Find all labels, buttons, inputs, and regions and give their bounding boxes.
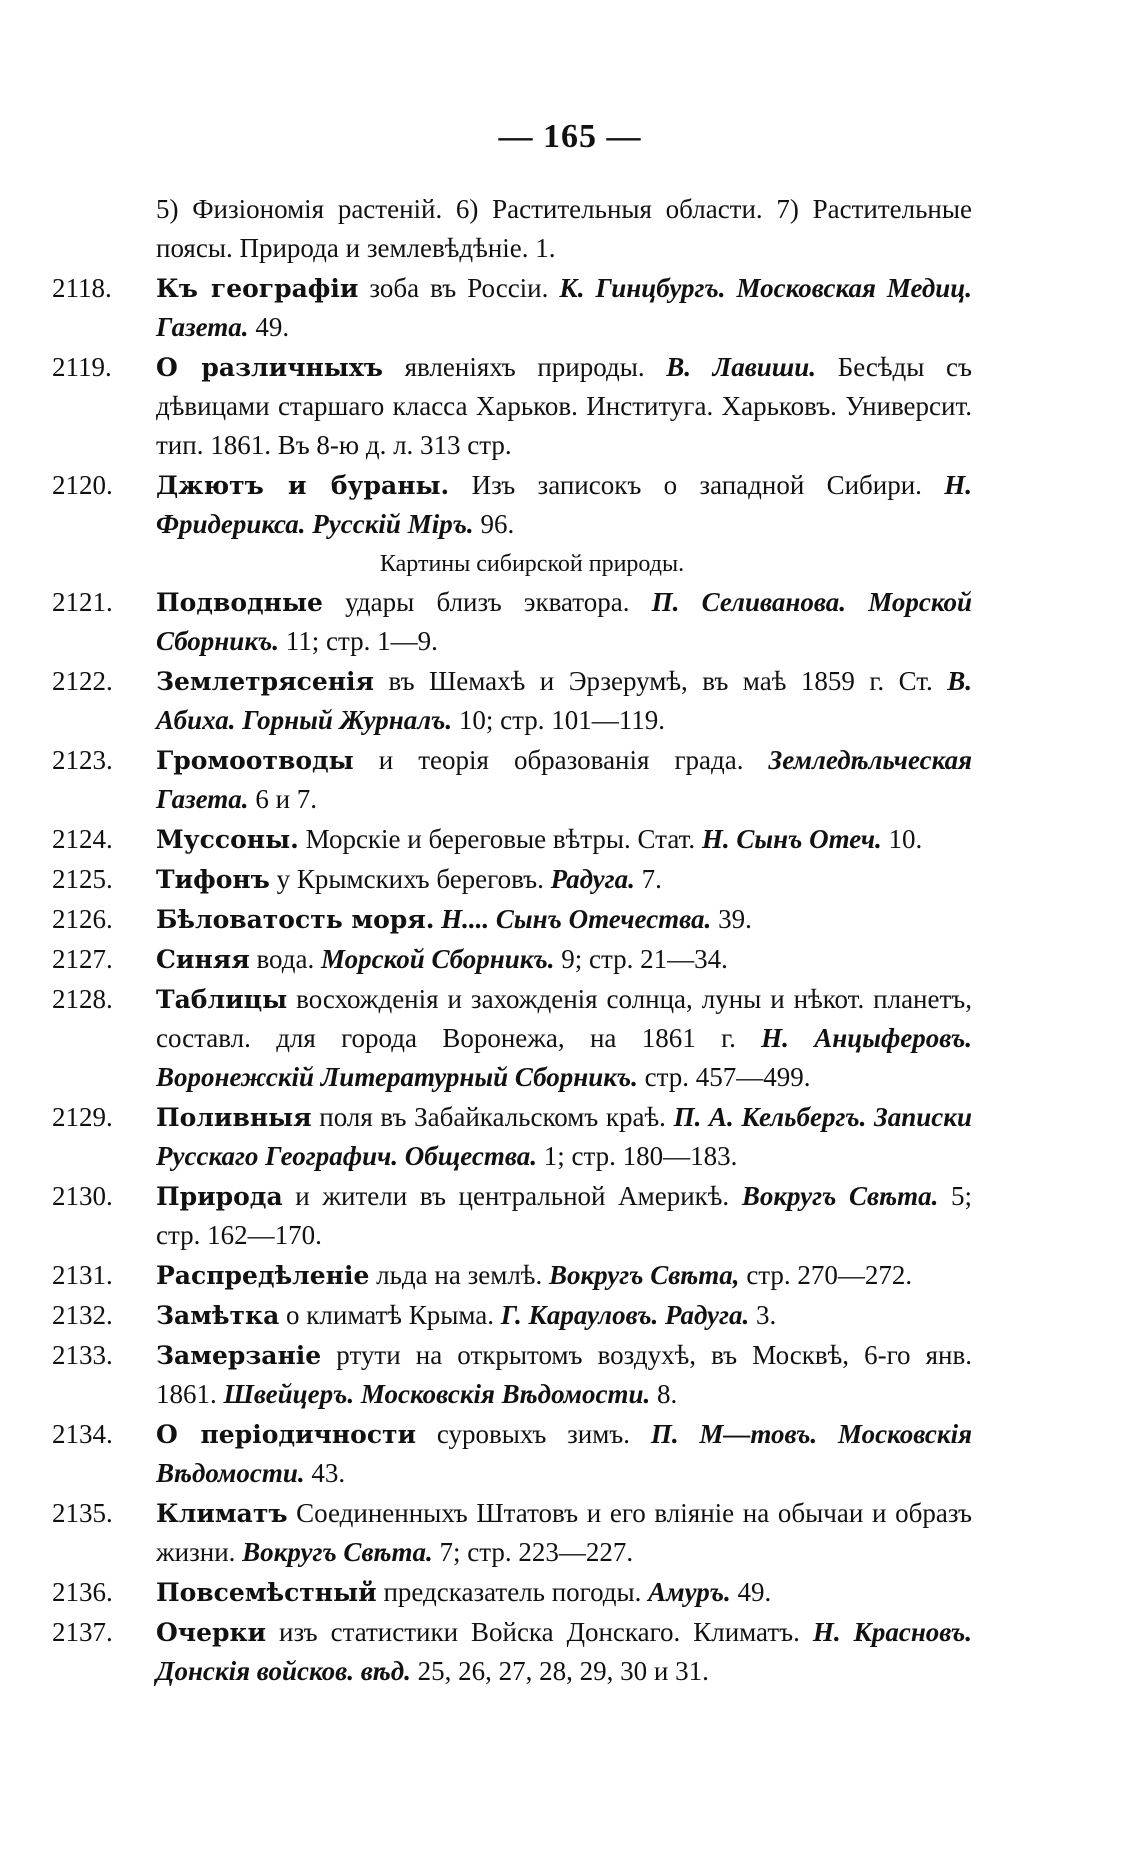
entry-number: 2131. <box>52 1260 113 1290</box>
entry-number: 2122. <box>52 666 113 696</box>
entry-tail: 3. <box>749 1300 777 1330</box>
entry-number: 2121. <box>52 587 113 617</box>
bibliography-entry <box>52 1415 972 1493</box>
entry-number: 2135. <box>52 1498 113 1528</box>
entry-text <box>156 940 972 979</box>
entry-source-italic: Н.... Сынъ Отечества. <box>441 904 712 934</box>
entry-number: 2118. <box>52 273 112 303</box>
entry-text <box>156 348 972 465</box>
entry-body: и теорiя образованiя града. <box>353 745 769 775</box>
entry-text <box>156 1336 972 1414</box>
entry-text <box>156 1494 972 1572</box>
entry-tail: 10; стр. 101—119. <box>452 705 665 735</box>
entry-body: удары близъ экватора. <box>322 587 652 617</box>
bibliography-entry <box>52 1296 972 1335</box>
entry-tail: стр. 270—272. <box>739 1260 913 1290</box>
bibliography-entry <box>52 1573 972 1612</box>
entry-body: Соединенныхъ Штатовъ и его влiянiе на обычаи и образъ жизни. <box>156 1498 972 1567</box>
entry-body: вода. <box>249 944 321 974</box>
entry-number: 2127. <box>52 944 113 974</box>
entry-body: льда на землѣ. <box>369 1260 549 1290</box>
entry-body: восхожденiя и захожденiя солнца, луны и нѣкот. планетъ, составл. для города Воронежа, на 1861 г. <box>156 984 972 1053</box>
entry-text <box>156 1613 972 1691</box>
entry-text <box>156 1415 972 1493</box>
entry-source-italic: В. Лавиши. <box>666 352 817 382</box>
entry-title-bold: Тифонъ <box>156 865 270 894</box>
entry-tail: Бесѣды съ дѣвицами старшаго класса Харьков. Институга. Харьковъ. Университ. тип. 1861. Въ 8-ю д. л. 313 стр. <box>156 352 972 460</box>
bibliography-entry <box>52 860 972 899</box>
entry-number: 2129. <box>52 1102 113 1132</box>
entry-tail: 39. <box>711 904 752 934</box>
entry-tail: 11; стр. 1—9. <box>278 626 438 656</box>
entry-source-italic: Морской Сборникъ. <box>320 944 555 974</box>
bibliography-entry <box>52 980 972 1097</box>
bibliography-entry <box>52 1177 972 1255</box>
bibliography-entry <box>52 1613 972 1691</box>
entry-text <box>156 741 972 819</box>
entry-title-bold: Очерки <box>156 1618 267 1647</box>
bibliography-entry <box>52 1098 972 1176</box>
entry-title-bold: Синяя <box>156 945 250 974</box>
entry-text <box>156 662 972 740</box>
bibliography-entry <box>52 662 972 740</box>
bibliography-entry <box>52 269 972 347</box>
entry-body: суровыхъ зимъ. <box>416 1419 651 1449</box>
entry-number: 2123. <box>52 745 113 775</box>
entry-title-bold: Замѣтка <box>156 1301 280 1330</box>
entry-source-italic: Радуга. <box>550 864 635 894</box>
bibliography-entry <box>52 1494 972 1572</box>
entry-title-bold: Таблицы <box>156 985 288 1014</box>
bibliography-entry <box>52 1256 972 1295</box>
entry-text <box>156 980 972 1097</box>
entry-body: поля въ Забайкальскомъ краѣ. <box>311 1102 674 1132</box>
entry-title-bold: Подводные <box>156 588 323 617</box>
entry-text <box>156 900 972 939</box>
entry-number: 2134. <box>52 1419 113 1449</box>
entry-tail: 7. <box>634 864 662 894</box>
entry-number: 2120. <box>52 470 113 500</box>
bibliography-entry <box>52 940 972 979</box>
bibliography-entry <box>52 900 972 939</box>
entry-tail: 10. <box>881 824 923 854</box>
bibliography-entry <box>52 1336 972 1414</box>
entry-tail: 5; стр. 162—170. <box>156 1181 972 1250</box>
continuation-entry <box>52 190 972 268</box>
entry-tail: 9; стр. 21—34. <box>554 944 728 974</box>
entry-title-bold: Джютъ и бураны. <box>156 471 450 500</box>
bibliography-entry <box>52 348 972 465</box>
page-number: — 165 — <box>498 118 642 155</box>
entry-source-italic: Н. Сынъ Отеч. <box>701 824 882 854</box>
entry-body: изъ статистики Войска Донскаго. Климатъ. <box>266 1617 813 1647</box>
entry-tail: 6 и 7. <box>248 784 318 814</box>
continuation-text: 5) Физiономiя растенiй. 6) Растительныя области. 7) Растительные поясы. Природа и землевѣдѣнiе. 1. <box>156 194 972 263</box>
entry-source-italic: Вокругъ Свѣта. <box>242 1537 433 1567</box>
entry-source-italic: П. М—товъ. Московскiя Вѣдомости. <box>156 1419 973 1488</box>
entry-title-bold: О перiодичности <box>156 1420 417 1449</box>
entry-number: 2137. <box>52 1617 113 1647</box>
entry-source-italic: Земледѣльческая Газета. <box>156 745 972 814</box>
entry-number: 2128. <box>52 984 113 1014</box>
entry-source-italic: В. Абиха. Горный Журналъ. <box>156 666 972 735</box>
entry-number: 2125. <box>52 864 113 894</box>
entry-body: ртути на открытомъ воздухѣ, въ Москвѣ, 6-го янв. 1861. <box>156 1340 972 1409</box>
entry-tail: 96. <box>473 509 515 539</box>
entry-source-italic: Швейцеръ. Московскiя Вѣдомости. <box>223 1379 651 1409</box>
entry-text <box>156 1256 972 1295</box>
entry-source-italic: Вокругъ Свѣта. <box>741 1181 939 1211</box>
entries-list <box>52 190 972 1692</box>
entry-body: предсказатель погоды. <box>376 1577 649 1607</box>
entry-text <box>156 466 972 544</box>
entry-source-italic: Н. Красновъ. Донскiя войсков. вѣд. <box>156 1617 972 1686</box>
entry-title-bold: Къ географiи <box>156 274 359 303</box>
entry-title-bold: Поливныя <box>156 1103 312 1132</box>
bibliography-entry <box>52 820 972 859</box>
entry-number: 2119. <box>52 352 112 382</box>
entry-title-bold: Громоотводы <box>156 746 354 775</box>
entry-title-bold: Природа <box>156 1182 283 1211</box>
entry-title-bold: Климатъ <box>156 1499 288 1528</box>
entry-title-bold: Распредѣленiе <box>156 1261 370 1290</box>
entry-text <box>156 269 972 347</box>
entry-number: 2132. <box>52 1300 113 1330</box>
entry-text <box>156 1573 972 1612</box>
entry-tail: 49. <box>730 1577 772 1607</box>
entry-title-bold: Муссоны. <box>156 825 299 854</box>
entry-text <box>156 1296 972 1335</box>
entry-body: въ Шемахѣ и Эрзерумѣ, въ маѣ 1859 г. Ст. <box>374 666 948 696</box>
entry-title-bold: О различныхъ <box>156 353 383 382</box>
entry-body: и жители въ центральной Америкѣ. <box>282 1181 742 1211</box>
entry-title-bold: Замерзанiе <box>156 1341 322 1370</box>
bibliography-entry <box>52 741 972 819</box>
bibliography-entry <box>52 583 972 661</box>
entry-body: у Крымскихъ береговъ. <box>269 864 551 894</box>
entry-source-italic: П. А. Кельбергъ. Записки Русскаго Географич. Общества. <box>156 1102 972 1171</box>
entry-tail: 25, 26, 27, 28, 29, 30 и 31. <box>410 1656 709 1686</box>
entry-tail: 1; стр. 180—183. <box>537 1141 738 1171</box>
entry-number: 2136. <box>52 1577 113 1607</box>
entry-number: 2133. <box>52 1340 113 1370</box>
bibliography-entry <box>52 466 972 544</box>
entry-text <box>156 583 972 661</box>
entry-body: Изъ записокъ о западной Сибири. <box>449 470 945 500</box>
entry-source-italic: К. Гинцбургъ. Московская Медиц. Газета. <box>156 273 972 342</box>
entry-subline: Картины сибирской природы. <box>379 551 685 577</box>
entry-tail: стр. 457—499. <box>637 1062 811 1092</box>
entry-tail: 49. <box>248 312 290 342</box>
entry-body: явленiяхъ природы. <box>382 352 667 382</box>
entry-source-italic: Н. Анцыферовъ. Воронежскiй Литературный Сборникъ. <box>156 1023 972 1092</box>
entry-source-italic: Г. Карауловъ. Радуга. <box>500 1300 750 1330</box>
entry-title-bold: Повсемѣстный <box>156 1578 377 1607</box>
entry-tail: 7; стр. 223—227. <box>432 1537 634 1567</box>
entry-text <box>156 860 972 899</box>
entry-source-italic: Вокругъ Свѣта, <box>548 1260 740 1290</box>
entry-tail: 43. <box>304 1458 346 1488</box>
entry-source-italic: Амуръ. <box>648 1577 731 1607</box>
entry-body: зоба въ Россiи. <box>358 273 560 303</box>
entry-source-italic: Н. Фридерикса. Русскiй Мiръ. <box>156 470 972 539</box>
entry-text <box>156 1177 972 1255</box>
entry-text <box>156 1098 972 1176</box>
entry-title-bold: Бѣловатость моря. <box>156 905 435 934</box>
entry-source-italic: П. Селиванова. Морской Сборникъ. <box>156 587 972 656</box>
entry-tail: 8. <box>650 1379 678 1409</box>
entry-number: 2130. <box>52 1181 113 1211</box>
entry-number: 2126. <box>52 904 113 934</box>
entry-body: Морскiе и береговые вѣтры. Стат. <box>298 824 702 854</box>
entry-number: 2124. <box>52 824 113 854</box>
entry-body: о климатѣ Крыма. <box>279 1300 501 1330</box>
entry-title-bold: Землетрясенiя <box>156 667 375 696</box>
entry-text <box>156 820 972 859</box>
